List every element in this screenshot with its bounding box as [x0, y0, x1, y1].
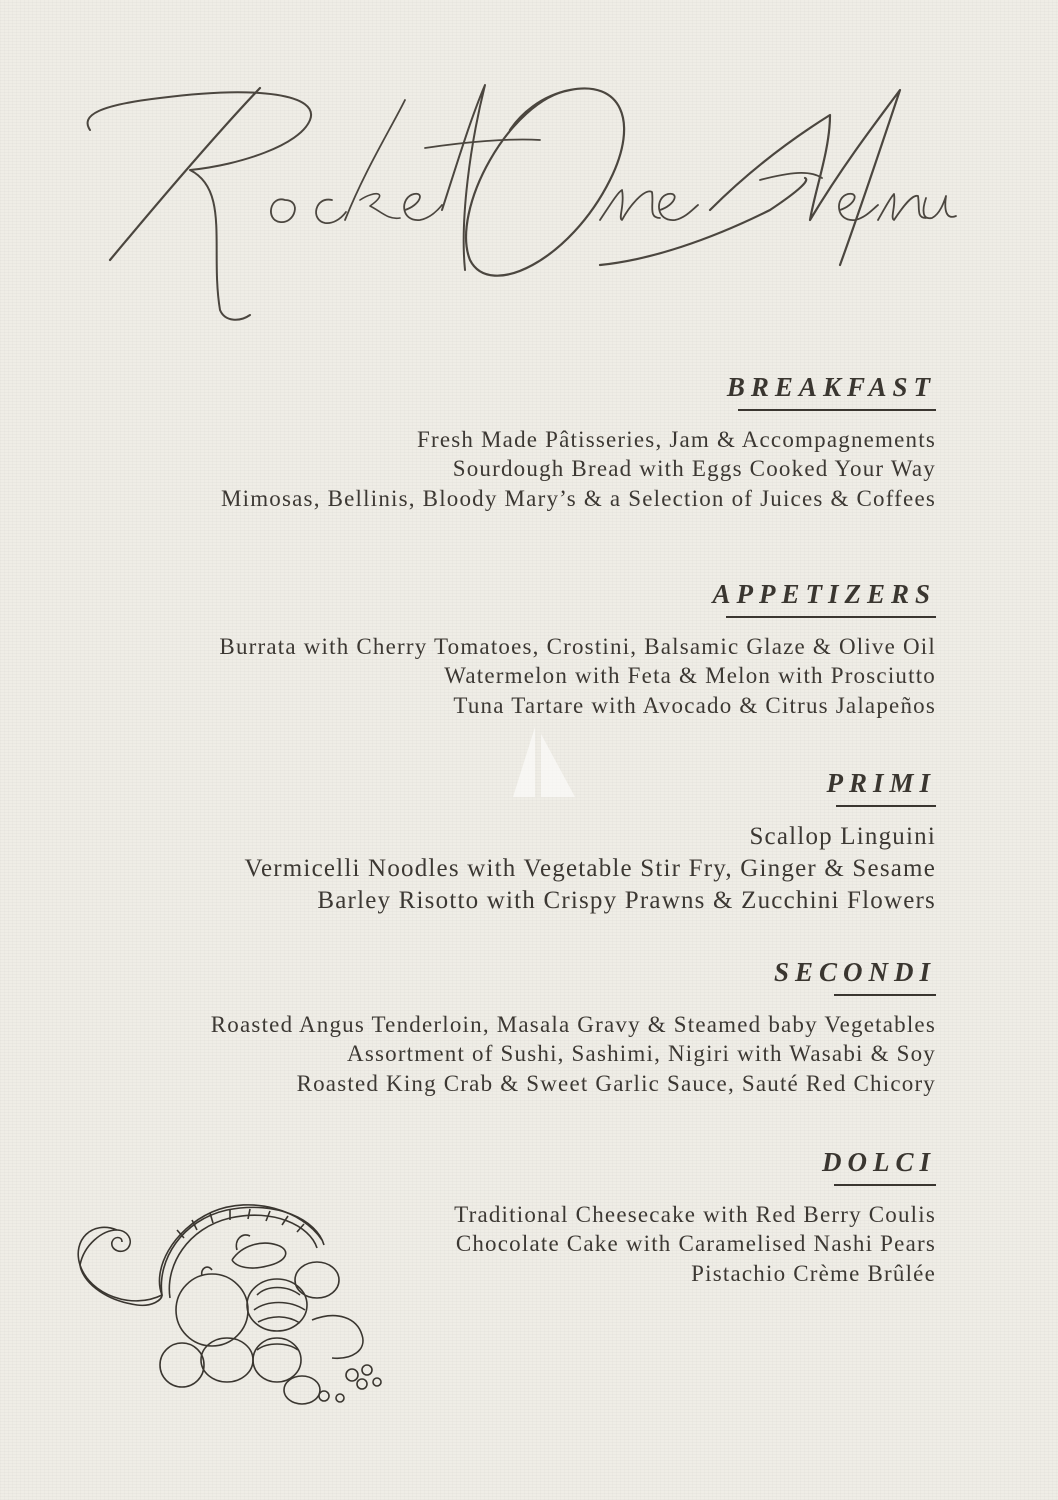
menu-item: Tuna Tartare with Avocado & Citrus Jalapeños [453, 692, 936, 718]
menu-title [0, 21, 1, 22]
menu-item: Sourdough Bread with Eggs Cooked Your Way [452, 456, 936, 481]
heading-underline [836, 805, 936, 807]
menu-item: Mimosas, Bellinis, Bloody Mary’s & a Selection of Juices & Coffees [220, 485, 936, 511]
menu-item: Vermicelli Noodles with Vegetable Stir Fry, Ginger & Sesame [244, 854, 936, 882]
section-heading: BREAKFAST [726, 372, 936, 402]
section-primi [244, 766, 936, 917]
menu-item: Assortment of Sushi, Sashimi, Nigiri with Wasabi & Soy [347, 1041, 936, 1066]
menu-item: Pistachio Crème Brûlée [691, 1260, 936, 1286]
section-heading: SECONDI [773, 957, 936, 987]
menu-item: Roasted Angus Tenderloin, Masala Gravy & Steamed baby Vegetables [210, 1011, 936, 1037]
menu-item-list [454, 1200, 936, 1289]
section-heading: APPETIZERS [712, 579, 936, 609]
section-dolci [454, 1145, 936, 1288]
menu-item: Roasted King Crab & Sweet Garlic Sauce, Sauté Red Chicory [296, 1070, 936, 1096]
menu-item: Watermelon with Feta & Melon with Prosciutto [444, 663, 936, 688]
menu-item: Burrata with Cherry Tomatoes, Crostini, Balsamic Glaze & Olive Oil [219, 633, 936, 659]
menu-item-list [244, 821, 936, 917]
menu-item-list [211, 1010, 936, 1099]
menu-item: Fresh Made Pâtisseries, Jam & Accompagnements [416, 426, 936, 452]
cornucopia-illustration [62, 1200, 412, 1410]
menu-item: Traditional Cheesecake with Red Berry Coulis [454, 1201, 936, 1227]
menu-item: Scallop Linguini [749, 822, 936, 850]
section-heading: PRIMI [826, 768, 936, 798]
menu-item-list [219, 632, 936, 721]
menu-title-script [70, 60, 970, 330]
section-secondi [211, 955, 936, 1098]
menu-item: Barley Risotto with Crispy Prawns & Zucchini Flowers [317, 886, 936, 914]
heading-underline [834, 1184, 936, 1186]
section-breakfast [221, 370, 936, 513]
section-appetizers [219, 577, 936, 720]
heading-underline [834, 994, 936, 996]
heading-underline [726, 616, 936, 618]
section-heading: DOLCI [821, 1147, 936, 1177]
menu-item-list [221, 425, 936, 514]
heading-underline [738, 409, 936, 411]
menu-item: Chocolate Cake with Caramelised Nashi Pears [455, 1231, 936, 1256]
